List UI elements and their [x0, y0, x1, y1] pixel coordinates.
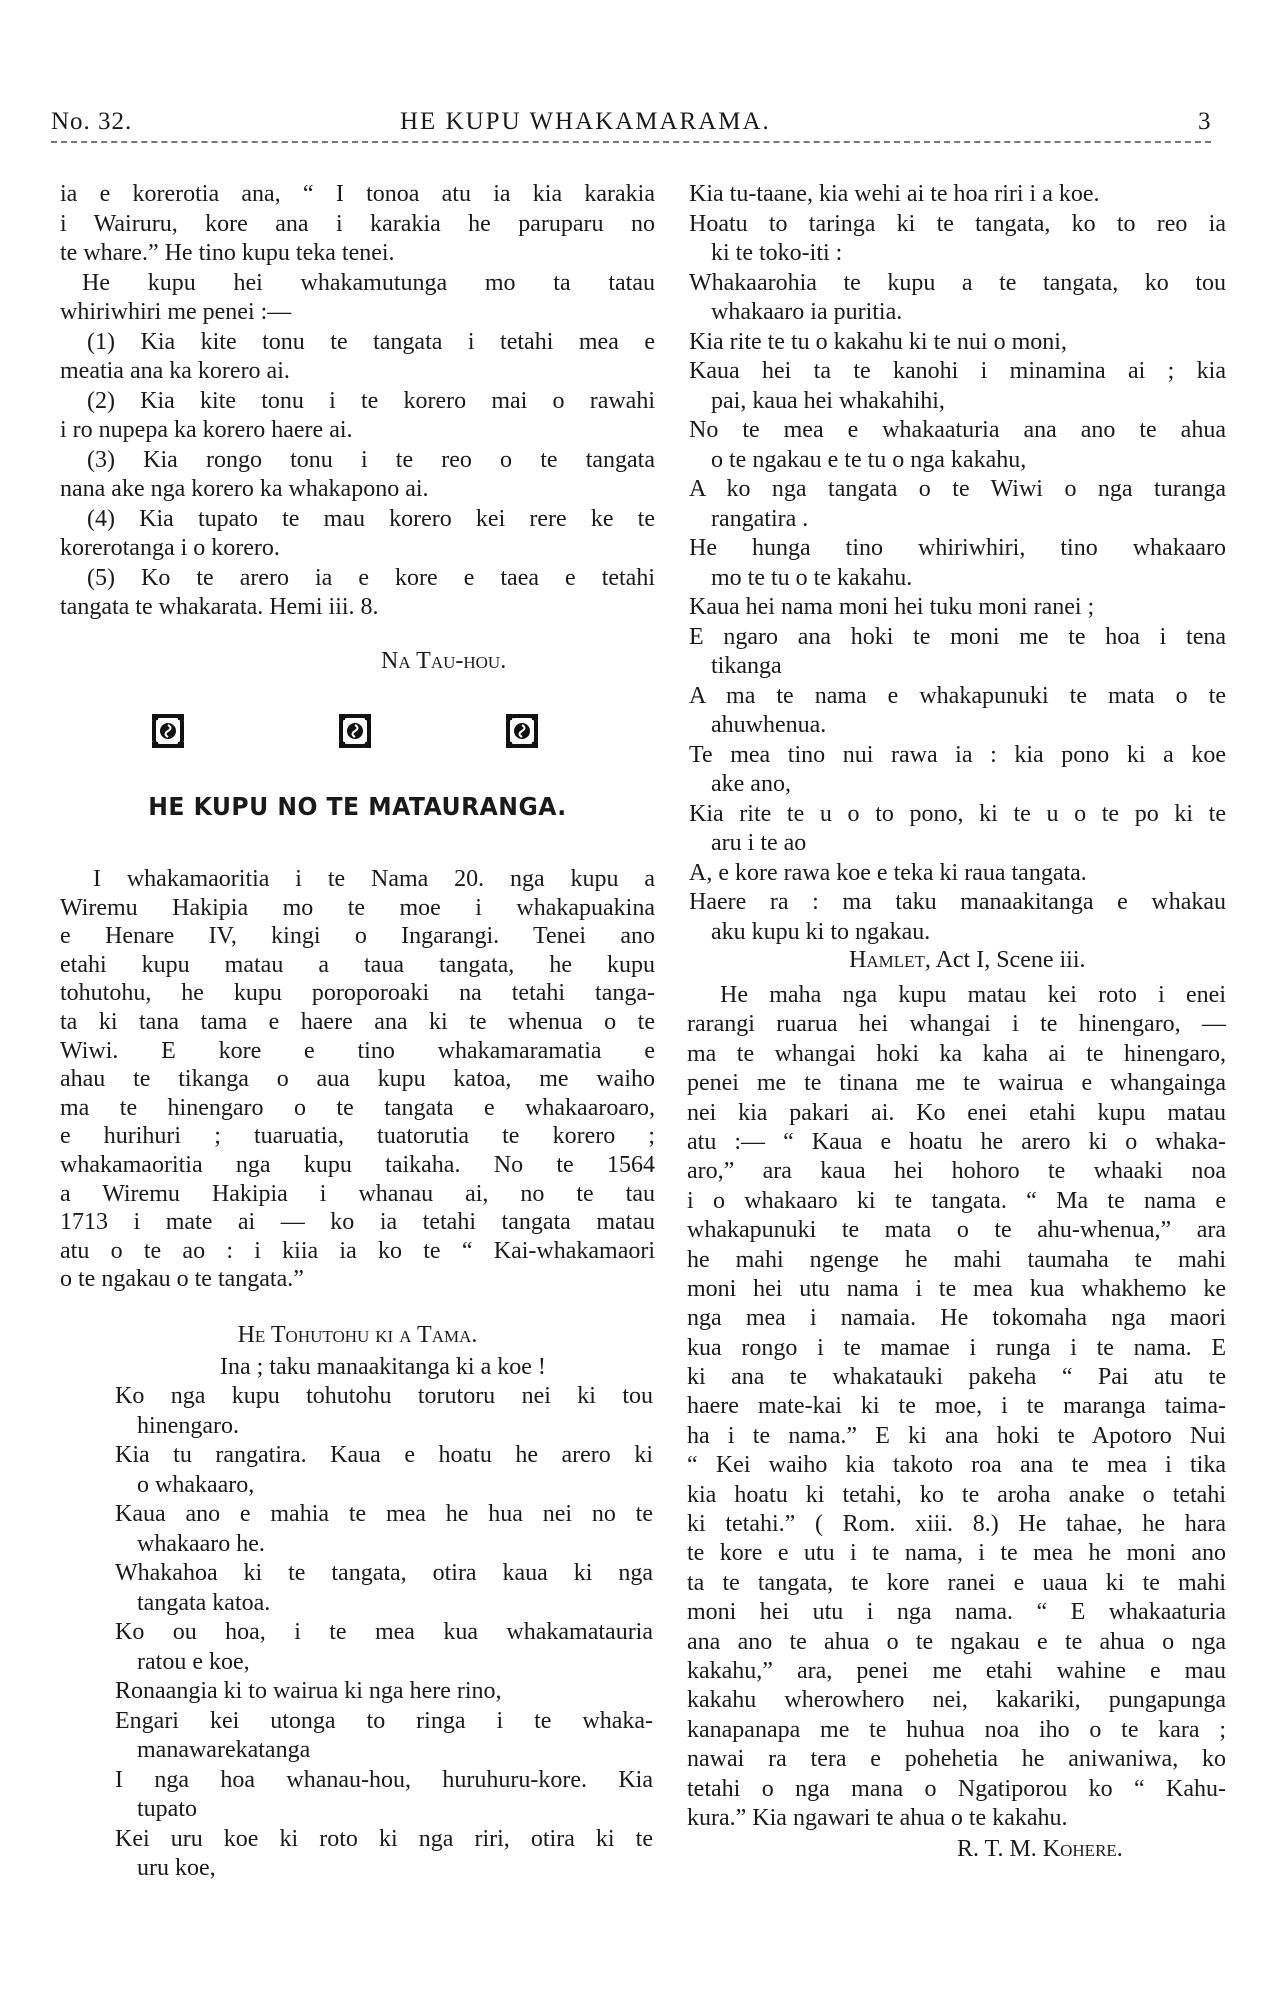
text-line: Haere ra : ma taku manaakitanga e whakau	[689, 889, 1226, 915]
letter-conclusion	[60, 180, 655, 623]
text-line: nga mea i namaia. He tokomaha nga maori	[687, 1305, 1226, 1332]
text-line: tikanga	[711, 653, 782, 679]
text-line: A, e kore rawa koe e teka ki raua tangata.	[689, 859, 1087, 886]
text-line: ta ki tana tama e haere ana ki te whenua o te	[60, 1008, 655, 1035]
verse	[689, 269, 1226, 328]
text-line: e Henare IV, kingi o Ingarangi. Tenei ano	[60, 923, 655, 950]
verse	[689, 741, 1226, 800]
text-line: hinengaro.	[137, 1412, 239, 1439]
text-line: moni hei utu i nga nama. “ E whakaaturia	[687, 1599, 1226, 1626]
text-line: 1713 i mate ai — ko ia tetahi tangata matau	[60, 1209, 655, 1236]
verse	[689, 888, 1226, 947]
page-number: 3	[1198, 108, 1212, 135]
text-line: atu o te ao : i kiia ia ko te “ Kai-whakamaori	[60, 1237, 655, 1264]
text-line: atu :— “ Kaua e hoatu he arero ki o whaka-	[687, 1128, 1226, 1155]
text-line: whakapunuki te mata o te ahu-whenua,” ara	[687, 1217, 1226, 1244]
text-line: Whakahoa ki te tangata, otira kaua ki nga	[115, 1560, 653, 1586]
text-line: meatia ana ka korero ai.	[60, 358, 290, 384]
ornament-icon	[152, 714, 184, 748]
text-line: whakaaro he.	[137, 1530, 265, 1557]
article-heading: HE KUPU NO TE MATAURANGA.	[148, 792, 567, 821]
text-line: i o whakaaro ki te tangata. “ Ma te nama e	[687, 1187, 1226, 1214]
text-line: aru i te ao	[711, 830, 807, 856]
text-line: Ina ; taku manaakitanga ki a koe !	[220, 1354, 546, 1380]
text-line: tangata katoa.	[137, 1589, 271, 1616]
verse	[689, 475, 1226, 534]
text-line: E ngaro ana hoki te moni me te hoa i tena	[689, 623, 1226, 650]
paragraph	[60, 446, 655, 505]
verse	[115, 1825, 653, 1884]
text-line: whakamaoritia nga kupu taikaha. No te 1564	[60, 1151, 655, 1178]
text-line: a Wiremu Hakipia i whanau ai, no te tau	[60, 1180, 655, 1207]
text-line: o te ngakau e te tu o nga kakahu,	[711, 446, 1027, 473]
text-line: nana ake nga korero ka whakapono ai.	[60, 476, 429, 502]
publication-title: HE KUPU WHAKAMARAMA.	[400, 108, 771, 135]
verse	[689, 180, 1226, 210]
verse	[689, 534, 1226, 593]
verse	[115, 1766, 653, 1825]
text-line: Wiwi. E kore e tino whakamaramatia e	[60, 1037, 655, 1064]
text-line: No te mea e whakaaturia ana ano te ahua	[689, 417, 1226, 443]
text-line: I nga hoa whanau-hou, huruhuru-kore. Kia	[115, 1766, 653, 1793]
text-line: uru koe,	[137, 1855, 216, 1881]
paragraph	[687, 981, 1226, 1833]
attribution-work: Hamlet	[849, 947, 925, 973]
verse	[689, 859, 1226, 889]
text-line: kia hoatu ki tetahi, ko te aroha anake o tetahi	[687, 1481, 1226, 1508]
attribution-rest: , Act I, Scene iii.	[924, 947, 1086, 973]
text-line: ma te hinengaro o te tangata e whakaaroaro,	[60, 1094, 655, 1121]
text-line: kakahu wherowhero nei, kakariki, pungapunga	[687, 1687, 1226, 1714]
text-line: ahuwhenua.	[711, 712, 827, 738]
text-line: Kia tu-taane, kia wehi ai te hoa riri i a koe.	[689, 181, 1100, 207]
text-line: ma te whangai hoki ka kaha ai te hinengaro,	[687, 1040, 1226, 1067]
text-line: tohutohu, he kupu poroporoaki na tetahi tanga-	[60, 980, 655, 1007]
text-line: kanapanapa me te huhua noa iho o te kara ;	[687, 1716, 1226, 1743]
paragraph	[60, 564, 655, 623]
text-line: tangata te whakarata. Hemi iii. 8.	[60, 594, 379, 620]
verse	[115, 1559, 653, 1618]
text-line: ana ano te ahua o te ngakau e te ahua o nga	[687, 1628, 1226, 1655]
article-intro	[60, 865, 655, 1294]
text-line: pai, kaua hei whakahihi,	[711, 387, 945, 414]
text-line: “ Kei waiho kia takoto roa ana te mea i tika	[687, 1452, 1226, 1479]
verse	[689, 593, 1226, 623]
paragraph	[60, 387, 655, 446]
ornament-icon	[506, 714, 538, 748]
poem-part-1	[115, 1382, 653, 1884]
text-line: A ko nga tangata o te Wiwi o nga turanga	[689, 476, 1226, 502]
text-line: (1) Kia kite tonu te tangata i tetahi mea e	[87, 328, 655, 355]
text-line: Kia rite te tu o kakahu ki te nui o moni,	[689, 328, 1067, 355]
text-line: o te ngakau o te tangata.”	[60, 1266, 304, 1293]
verse	[689, 623, 1226, 682]
text-line: tupato	[137, 1796, 197, 1822]
verse	[115, 1382, 653, 1441]
text-line: kakahu,” ara, penei me etahi wahine e mau	[687, 1657, 1226, 1684]
text-line: ake ano,	[711, 771, 791, 797]
text-line: He maha nga kupu matau kei roto i enei	[720, 982, 1226, 1008]
verse	[115, 1353, 655, 1383]
poem-title: He Tohutohu ki a Tama.	[237, 1322, 478, 1348]
text-line: He hunga tino whiriwhiri, tino whakaaro	[689, 535, 1226, 561]
verse	[115, 1500, 653, 1559]
text-line: ratou e koe,	[137, 1648, 250, 1675]
text-line: haere mate-kai ki te moe, i te maranga taima-	[687, 1393, 1226, 1420]
ornament-icon	[339, 714, 371, 748]
text-line: (5) Ko te arero ia e kore e taea e tetahi	[87, 564, 655, 591]
text-line: nei kia pakari ai. Ko enei etahi kupu matau	[687, 1099, 1226, 1126]
verse	[115, 1677, 653, 1707]
text-line: ki tetahi.” ( Rom. xiii. 8.) He tahae, he hara	[687, 1511, 1226, 1538]
text-line: (2) Kia kite tonu i te korero mai o rawahi	[87, 387, 655, 414]
text-line: (3) Kia rongo tonu i te reo o te tangata	[87, 446, 655, 473]
poem-opening	[115, 1353, 655, 1383]
commentary	[687, 981, 1226, 1833]
text-line: i Wairuru, kore ana i karakia he paruparu no	[60, 210, 655, 237]
text-line: tetahi o nga mana o Ngatiporou ko “ Kahu-	[687, 1775, 1226, 1802]
text-line: aro,” ara kaua hei hohoro te whaaki noa	[687, 1158, 1226, 1185]
paragraph	[60, 180, 655, 269]
text-line: Ko ou hoa, i te mea kua whakamatauria	[115, 1619, 653, 1645]
text-line: ia e korerotia ana, “ I tonoa atu ia kia karakia	[60, 181, 655, 207]
paragraph	[60, 865, 655, 1294]
verse	[115, 1618, 653, 1677]
text-line: Kaua ano e mahia te mea he hua nei no te	[115, 1501, 653, 1527]
text-line: Kia rite te u o to pono, ki te u o te po ki te	[689, 800, 1226, 827]
text-line: e hurihuri ; tuaruatia, tuatorutia te korero ;	[60, 1123, 655, 1150]
text-line: whiriwhiri me penei :—	[60, 299, 292, 325]
verse	[689, 682, 1226, 741]
verse	[689, 328, 1226, 358]
verse	[689, 416, 1226, 475]
text-line: (4) Kia tupato te mau korero kei rere ke te	[87, 505, 655, 532]
verse	[115, 1441, 653, 1500]
text-line: mo te tu o te kakahu.	[711, 564, 913, 591]
text-line: A ma te nama e whakapunuki te mata o te	[689, 682, 1226, 709]
text-line: Wiremu Hakipia mo te moe i whakapuakina	[60, 894, 655, 921]
text-line: penei me te tinana me te wairua e whangainga	[687, 1070, 1226, 1097]
text-line: te kore e utu i te nama, i te mea he moni ano	[687, 1540, 1226, 1567]
text-line: Kaua hei ta te kanohi i minamina ai ; kia	[689, 358, 1226, 384]
text-line: manawarekatanga	[137, 1737, 311, 1763]
text-line: Engari kei utonga to ringa i te whaka-	[115, 1707, 653, 1734]
text-line: te whare.” He tino kupu teka tenei.	[60, 240, 395, 266]
text-line: Kaua hei nama moni hei tuku moni ranei ;	[689, 594, 1095, 620]
author-signature: R. T. M. Kohere.	[957, 1836, 1123, 1862]
letter-signature: Na Tau-hou.	[381, 648, 507, 674]
text-line: rarangi ruarua hei whangai i te hinengaro, —	[687, 1011, 1226, 1038]
text-line: moni hei utu nama i te mea kua whakhemo ke	[687, 1275, 1226, 1302]
text-line: Hoatu to taringa ki te tangata, ko to reo ia	[689, 210, 1226, 237]
text-line: aku kupu ki to ngakau.	[711, 918, 931, 945]
verse	[115, 1707, 653, 1766]
text-line: Ronaangia ki to wairua ki nga here rino,	[115, 1678, 502, 1704]
text-line: nawai ra tera e pohehetia he aniwaniwa, ko	[687, 1746, 1226, 1773]
text-line: ha i te nama.” E ki ana hoki te Apotoro Nui	[687, 1422, 1226, 1449]
text-line: kua rongo i te mamae i runga i te nama. E	[687, 1334, 1226, 1361]
text-line: ta te tangata, te kore ranei e uaua ki te mahi	[687, 1569, 1226, 1596]
text-line: i ro nupepa ka korero haere ai.	[60, 417, 353, 443]
poem-attribution	[849, 947, 1086, 974]
verse	[689, 210, 1226, 269]
text-line: kura.” Kia ngawari te ahua o te kakahu.	[687, 1804, 1068, 1831]
text-line: Kia tu rangatira. Kaua e hoatu he arero ki	[115, 1442, 653, 1468]
text-line: Whakaarohia te kupu a te tangata, ko tou	[689, 269, 1226, 296]
poem-part-2	[689, 180, 1226, 947]
verse	[689, 800, 1226, 859]
text-line: Kei uru koe ki roto ki nga riri, otira ki te	[115, 1825, 653, 1852]
text-line: ahau te tikanga o aua kupu katoa, me waiho	[60, 1066, 655, 1093]
text-line: etahi kupu matau a taua tangata, he kupu	[60, 951, 655, 978]
text-line: korerotanga i o korero.	[60, 535, 280, 561]
text-line: whakaaro ia puritia.	[711, 299, 903, 325]
issue-number: No. 32.	[51, 108, 133, 135]
text-line: Ko nga kupu tohutohu torutoru nei ki tou	[115, 1383, 653, 1409]
paragraph	[60, 328, 655, 387]
text-line: I whakamaoritia i te Nama 20. nga kupu a	[93, 866, 655, 892]
text-line: o whakaaro,	[137, 1471, 255, 1498]
text-line: ki ana te whakatauki pakeha “ Pai atu te	[687, 1364, 1226, 1391]
text-line: rangatira .	[711, 505, 809, 532]
text-line: Te mea tino nui rawa ia : kia pono ki a koe	[689, 741, 1226, 768]
text-line: He kupu hei whakamutunga mo ta tatau	[82, 269, 655, 296]
header-rule	[51, 141, 1211, 143]
verse	[689, 357, 1226, 416]
text-line: ki te toko-iti :	[711, 240, 843, 266]
paragraph	[60, 505, 655, 564]
paragraph	[60, 269, 655, 328]
text-line: he mahi ngenge he mahi taumaha te mahi	[687, 1246, 1226, 1273]
